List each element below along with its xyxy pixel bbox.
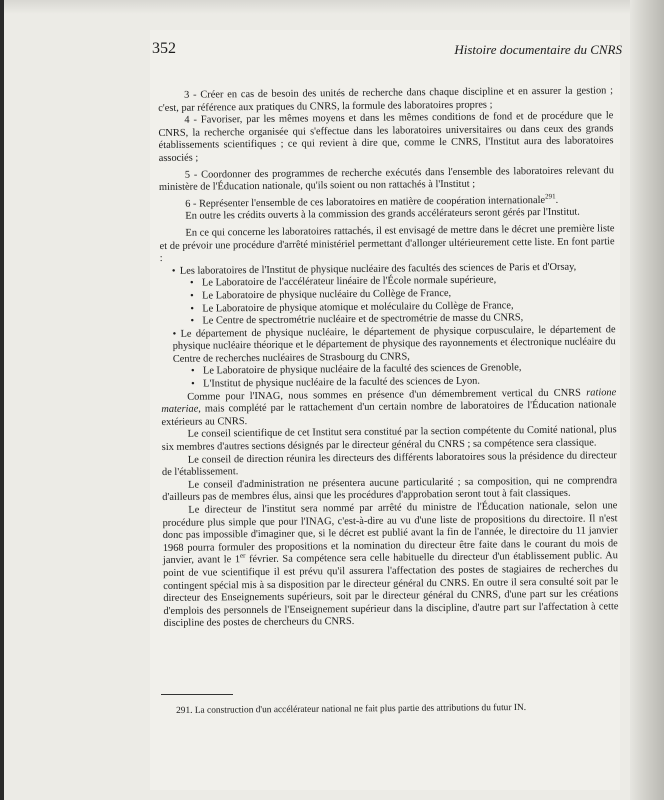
running-head (152, 38, 622, 60)
paragraph-item-5: 5 - Coordonner des programmes de recherche exécutés dans l'ensemble des laboratoires relevant du ministère de l'Éducation nationale, qu'ils soient ou non rattachés à l'Institut ; (158, 164, 614, 194)
scan-top-shadow (0, 0, 664, 14)
footnote-ref: 291 (544, 192, 556, 201)
paragraph-conseil-administration: Le conseil d'administration ne présentera aucune particularité ; sa composition, qui ne comprendra d'ailleurs pas de membres élus, ainsi que les procédures d'approbation seront tout à fait classiques. (162, 475, 618, 504)
page-number: 352 (152, 40, 176, 57)
footnote-divider (161, 694, 233, 695)
lab-list-item: • Le Laboratoire de physique nucléaire de la faculté des sciences de Grenoble, (161, 362, 616, 379)
lab-list-item: • Le département de physique nucléaire, le département de physique corpusculaire, le département de physique nucléaire théorique et le département de physique des rayonnements et électronique nucléaire du Centre de recherches nucléaires de Strasbourg du CNRS, (160, 324, 615, 367)
footnote-number: 291. (176, 705, 193, 716)
paragraph-inag-start: Comme pour l'INAG, nous sommes en présence d'un démembrement vertical du CNRS (187, 387, 587, 403)
paragraph-inag-end: , mais complété par le rattachement d'un certain nombre de laboratoires de l'Éducation nationale extérieurs au CNRS. (161, 399, 617, 428)
paragraph-item-4: 4 - Favoriser, par les mêmes moyens et dans les mêmes conditions de fond et de procédure que le CNRS, la recherche organisée qui s'effectue dans les laboratoires universitaires ou dans ceux des grands établissements scientifiques ; ce qui revient à dire que, comme le CNRS, l'Institut aura des laboratoires associés ; (158, 110, 614, 164)
latin-phrase: ratione materiae (161, 386, 617, 416)
journal-title: Histoire documentaire du CNRS (454, 42, 622, 57)
paragraph-directeur-end: février. Sa compétence sera celle habituelle du directeur d'un établissement public. Au point de vue scientifique il est prévu qu'il assurera l'affectation des postes de stagiaires de recherches du contingent spécial mis à sa disposition par le directeur général du CNRS. En outre il sera consulté soit par le directeur des Enseignements supérieurs, soit par le directeur général du CNRS, d'une part sur les créations d'emplois des personnels de l'Enseignement supérieur dans la discipline, d'autre part sur l'affectation à cette discipline des postes de chercheurs du CNRS. (163, 550, 619, 630)
paragraph-conseil-scientifique: Le conseil scientifique de cet Institut sera constitué par la section compétente du Comité national, plus six membres d'autres sections désignés par le directeur général du CNRS ; sa compétence sera classique. (161, 424, 617, 454)
paragraph-conseil-direction: Le conseil de direction réunira les directeurs des différents laboratoires sous la présidence du directeur de l'établissement. (161, 449, 617, 479)
scan-left-edge (0, 0, 4, 800)
paragraph-item-3: 3 - Créer en cas de besoin des unités de recherche dans chaque discipline et en assurer la gestion ; c'est, par référence aux pratiques du CNRS, la formule des laboratoires propres ; (158, 85, 614, 114)
ordinal-superscript: er (239, 552, 246, 561)
lab-list-item: • Le Laboratoire de physique nucléaire du Collège de France, (160, 286, 615, 303)
paragraph-credits: En outre les crédits ouverts à la commission des grands accélérateurs seront gérés par l'Institut. (185, 206, 580, 223)
lab-list-item: • L'Institut de physique nucléaire de la faculté des sciences de Lyon. (161, 374, 616, 391)
paragraph-inag (161, 387, 616, 430)
lab-list-item: • Les laboratoires de l'Institut de physique nucléaire des facultés des sciences de Paris et d'Orsay, (160, 261, 615, 278)
paragraph-directeur (162, 500, 618, 631)
paragraph-item-6-text: 6 - Représenter l'ensemble de ces laboratoires en matière de coopération internationale (185, 194, 546, 210)
body-text (158, 85, 619, 631)
paragraph-directeur-start: Le directeur de l'institut sera nommé par arrêté du ministre de l'Éducation nationale, selon une procédure plus simple que pour l'INAG, c'est-à-dire au vu d'une liste de propositions du directoire. Il n'est donc pas impossible d'imaginer que, si le décret est publié avant la fin de l'année, le directoire du 11 janvier 1968 pourra formuler des propositions et la nomination du directeur être faite dans le courant du mois de janvier, avant le 1 (162, 500, 618, 567)
lab-list-item: • Le Centre de spectrométrie nucléaire et de spectrométrie de masse du CNRS, (160, 311, 615, 328)
paragraph-rattaches: En ce qui concerne les laboratoires rattachés, il est envisagé de mettre dans le décret une première liste et de prévoir une procédure d'arrêté ministériel permettant d'allonger ultérieurement cette liste. En font partie : (159, 223, 615, 265)
paragraph-item-6-end: . (555, 194, 559, 206)
lab-list-item: • Le Laboratoire de l'accélérateur linéaire de l'École normale supérieure, (160, 274, 615, 291)
lab-list-item: • Le Laboratoire de physique atomique et moléculaire du Collège de France, (160, 299, 615, 316)
footnote-text: La construction d'un accélérateur national ne fait plus partie des attributions du futur IN. (194, 702, 527, 716)
scan-right-edge (630, 0, 664, 800)
